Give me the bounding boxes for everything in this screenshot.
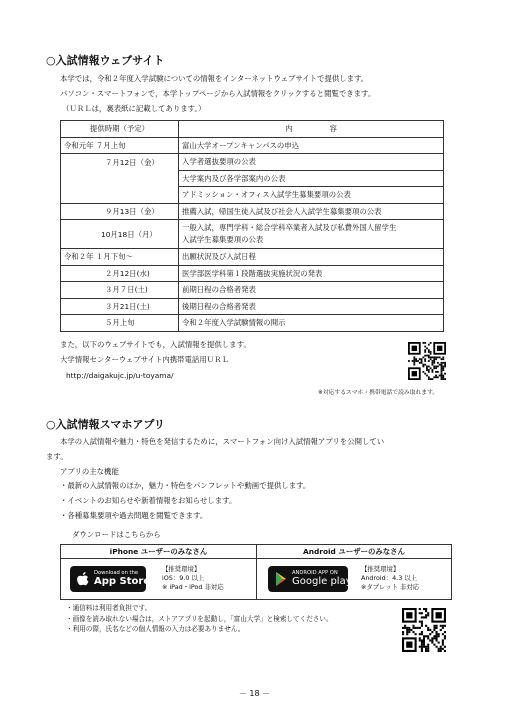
content-cell: 富山大学オープンキャンパスの申込 (179, 137, 444, 154)
android-env (361, 565, 419, 592)
table-row (61, 298, 444, 315)
header-period: 提供時期（予定） (61, 121, 179, 138)
mobile-url-link[interactable]: http://daigakujc.jp/u-toyama/ (66, 371, 174, 380)
period-cell: ３月21日(土) (61, 298, 179, 315)
ios-env (162, 565, 224, 592)
period-cell (61, 170, 179, 187)
ios-env-title: 【推奨環境】 (162, 565, 201, 573)
web-after-2: 大学情報センターウェブサイト内携帯電話用ＵＲＬ (60, 355, 229, 364)
content-cell: 大学案内及び各学部案内の公表 (179, 170, 444, 187)
period-cell: ９月13日（金） (61, 203, 179, 220)
note-item: ・通信料は利用者負担です。 (66, 604, 152, 612)
content-cell: 入学者選抜要項の公表 (179, 154, 444, 171)
period-cell: ２月12日(水) (61, 265, 179, 282)
apple-icon (76, 571, 90, 587)
ios-env-note: ※ iPad・iPod 非対応 (162, 583, 224, 591)
table-row (61, 315, 444, 332)
notes-list (66, 603, 333, 635)
header-content: 内 容 (179, 121, 444, 138)
content-line-1: 一般入試，専門学科・総合学科卒業者入試及び私費外国人留学生 (182, 223, 397, 232)
app-para-1b: ます。 (46, 452, 68, 461)
note-item: ・利用の際，氏名などの個人情報の入力は必要ありません。 (66, 625, 245, 633)
content-cell: アドミッション・オフィス入試学生募集要項の公表 (179, 187, 444, 204)
android-env-version: Android：4.3 以上 (361, 574, 418, 582)
google-play-icon (274, 571, 288, 587)
web-para-3: （ＵＲＬは，裏表紙に記載してあります。） (62, 104, 206, 113)
google-play-button[interactable] (268, 566, 352, 592)
content-cell: 令和２年度入学試験情報の開示 (179, 315, 444, 332)
features-label: アプリの主な機能 (60, 467, 119, 476)
android-env-title: 【推奨環境】 (361, 565, 400, 573)
app-section-heading: ○入試情報スマホアプリ (46, 418, 165, 431)
table-header-row (61, 121, 444, 138)
qr-code-image (408, 342, 446, 380)
app-qr-code-image (402, 608, 446, 652)
iphone-header: iPhone ユーザーのみなさん (61, 545, 257, 559)
table-row (61, 137, 444, 154)
feature-item: ・イベントのお知らせや新着情報をお知らせします。 (60, 496, 237, 505)
feature-item: ・各種募集要項や過去問題を閲覧できます。 (60, 511, 208, 520)
content-cell: 推薦入試，帰国生徒入試及び社会人入試学生募集要項の公表 (179, 203, 444, 220)
googleplay-big-text: Google play (292, 576, 352, 587)
period-cell: ３月７日(土) (61, 282, 179, 299)
table-row (61, 265, 444, 282)
content-cell: 前期日程の合格者発表 (179, 282, 444, 299)
appstore-small-text: Download on the (94, 570, 139, 576)
android-header: Android ユーザーのみなさん (257, 545, 451, 559)
period-cell (61, 187, 179, 204)
table-row (61, 249, 444, 266)
android-env-note: ※タブレット 非対応 (361, 583, 420, 591)
web-section-heading: ○入試情報ウェブサイト (46, 54, 165, 67)
ios-env-version: iOS：9.0 以上 (162, 574, 205, 582)
page-number: － 18 － (238, 689, 271, 698)
period-cell: ５月上旬 (61, 315, 179, 332)
note-item: ・画像を読み取れない場合は，ストアアプリを起動し，「富山大学」と検索してください。 (66, 614, 333, 623)
table-row (61, 203, 444, 220)
period-cell: 令和２年 １月下旬～ (61, 249, 179, 266)
table-row (61, 282, 444, 299)
content-cell: 後期日程の合格者発表 (179, 298, 444, 315)
content-line-2: 入試学生募集要項の公表 (182, 235, 264, 244)
schedule-table (60, 120, 444, 332)
content-cell: 出願状況及び入試日程 (179, 249, 444, 266)
table-row (61, 187, 444, 204)
app-store-button[interactable] (70, 566, 151, 592)
download-box (60, 544, 452, 600)
feature-item: ・最新の入試情報のほか，魅力・特色をパンフレットや動画で提供します。 (60, 481, 311, 490)
table-row (61, 170, 444, 187)
period-cell: 10月18日（月） (61, 220, 179, 249)
app-para-1: 本学の入試情報や魅力・特色を発信するために，スマートフォン向け入試情報アプリを公開してい (60, 437, 385, 446)
content-cell (179, 220, 444, 249)
period-cell: ７月12日（金） (61, 154, 179, 171)
download-label: ダウンロードはこちらから (72, 530, 161, 539)
web-para-2: パソコン・スマートフォンで，本学トップページから入試情報をクリックすると閲覧できます。 (60, 89, 376, 98)
table-row (61, 220, 444, 249)
web-para-1: 本学では，令和２年度入学試験についての情報をインターネットウェブサイトで提供します。 (60, 74, 369, 83)
content-cell: 医学部医学科第１段階選抜実施状況の発表 (179, 265, 444, 282)
divider (256, 558, 257, 599)
period-cell: 令和元年 ７月上旬 (61, 137, 179, 154)
qr-caption: ※対応するスマホ・携帯電話で読み取れます。 (318, 390, 439, 396)
appstore-big-text: App Store (94, 576, 151, 587)
googleplay-small-text: ANDROID APP ON (292, 570, 338, 576)
web-after-1: また，以下のウェブサイトでも，入試情報を提供します。 (60, 340, 251, 349)
table-row (61, 154, 444, 171)
